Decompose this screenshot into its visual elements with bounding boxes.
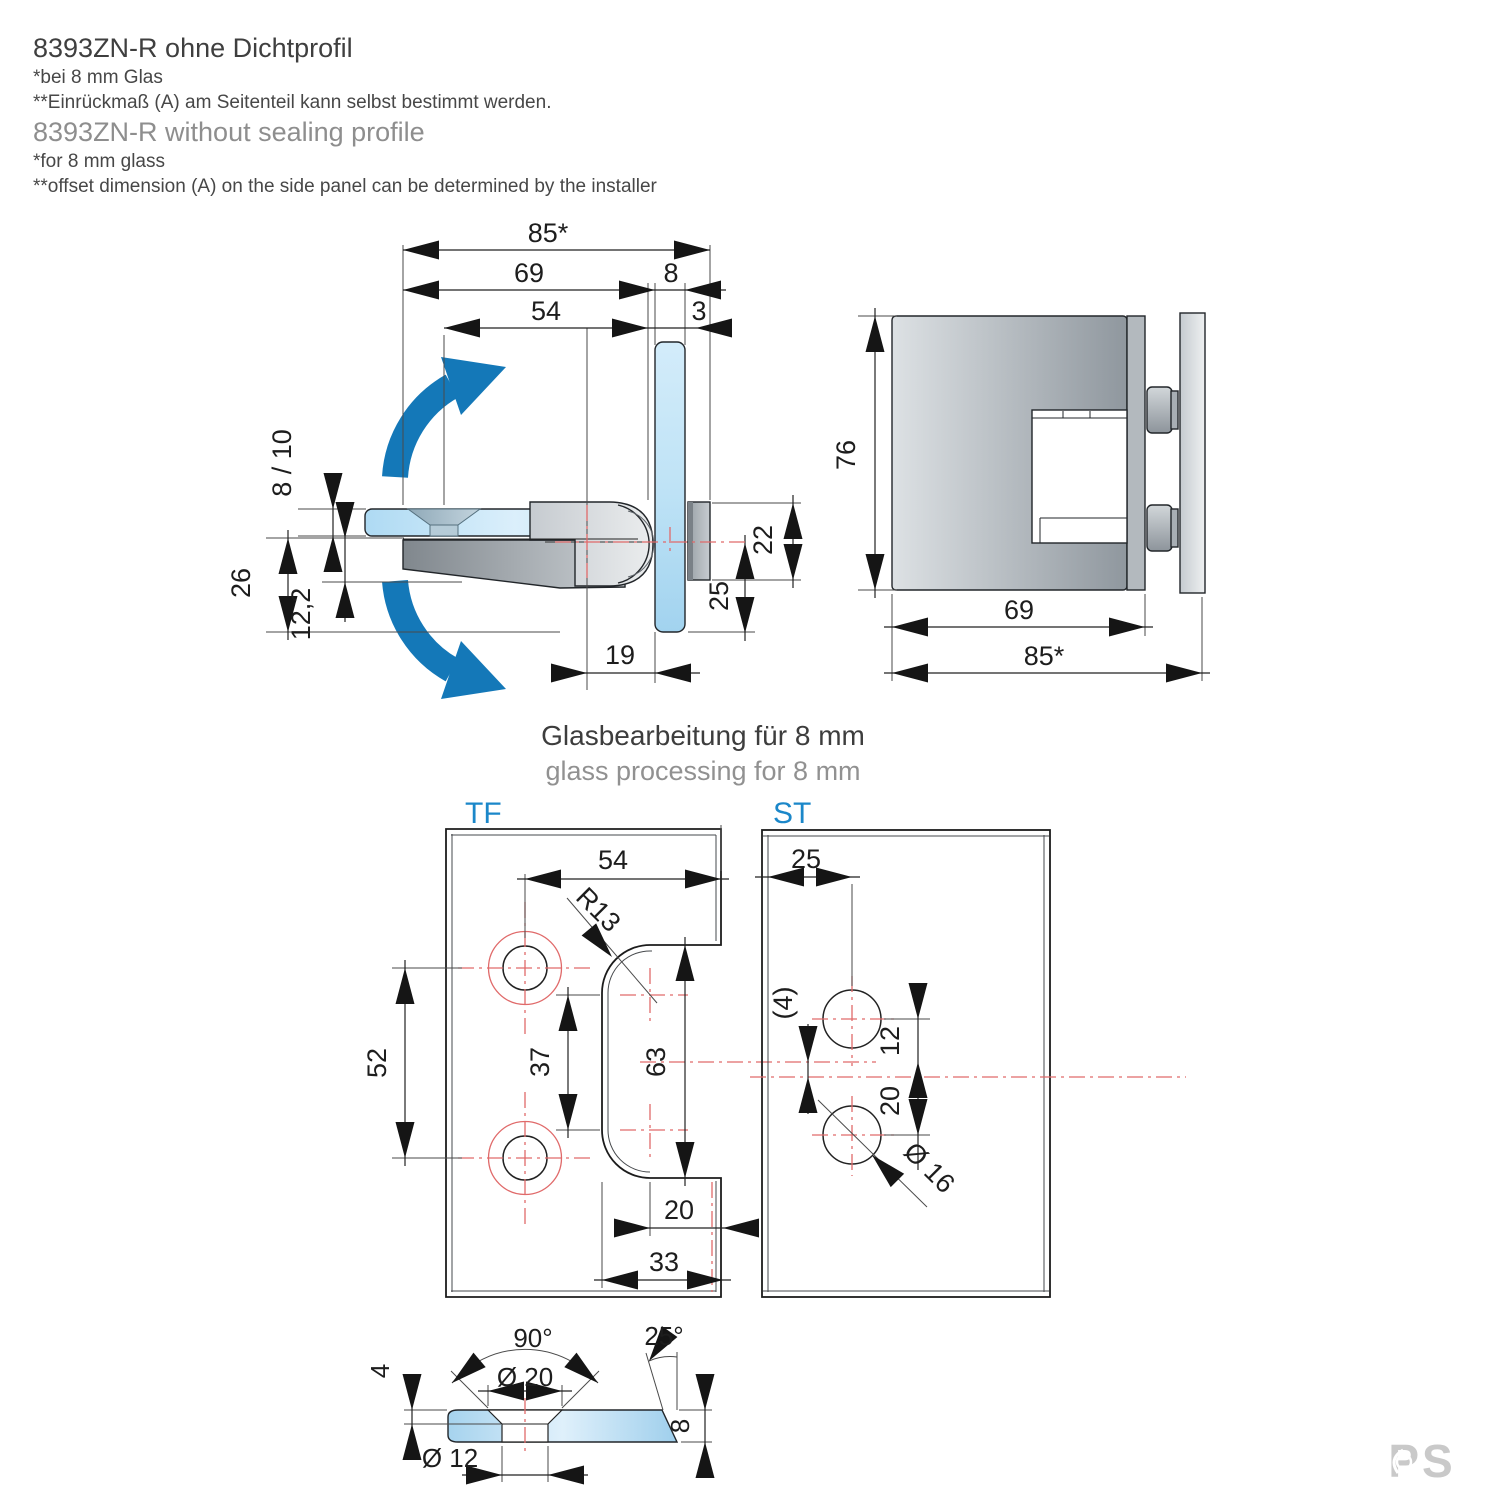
note-glass-english: *for 8 mm glass [33,151,165,172]
dim-side-pivot-offset: 19 [604,640,636,670]
ps-logo-text: PS [1388,1435,1456,1487]
dim-side-drop-total: 26 [226,567,256,599]
label-tf-panel: TF [465,797,502,830]
side-panel-glass [655,342,685,632]
dim-section-countersink-angle: 90° [513,1323,553,1353]
st-centerlines [750,976,1186,1176]
rotation-arrow-up-icon [395,357,506,477]
glass-edge-front [1180,313,1205,593]
note-offset-english: **offset dimension (A) on the side panel can be determined by the installer [33,176,657,197]
st-panel-drawing [750,830,1186,1297]
dim-side-screw-to-edge: 54 [530,296,562,326]
section-glass-strip [448,1410,677,1442]
header [33,33,658,197]
note-offset-german: **Einrückmaß (A) am Seitenteil kann selbst bestimmt werden. [33,92,552,113]
countersink-section-drawing [365,1321,715,1485]
dim-section-countersink-diameter: Ø 20 [496,1362,554,1392]
side-view-drawing [226,218,803,699]
tf-dimension-lines [405,879,757,1280]
dim-section-bevel-angle: 25° [644,1321,684,1351]
dim-front-height: 76 [831,439,861,471]
dim-tf-cutout-height: 63 [641,1046,671,1078]
tf-dim-arrows [396,870,760,1290]
title-english: 8393ZN-R without sealing profile [33,117,425,147]
dim-section-glass-thickness: 8 [665,1418,695,1434]
label-st-panel: ST [773,797,812,830]
processing-heading-english: glass processing for 8 mm [545,756,861,786]
dim-st-hole-below: 20 [875,1085,905,1117]
dim-side-drop-lower: 12,2 [286,587,316,641]
dim-tf-center-spacing: 37 [525,1046,555,1078]
dim-side-glass-thickness: 8 [663,258,679,288]
st-edge-lines [763,835,1049,1292]
processing-section [465,720,865,830]
dim-side-pivot-to-bottom: 25 [704,580,734,612]
dim-st-hole-diameter: Ø 16 [898,1136,961,1199]
dim-tf-corner-radius: R13 [570,881,627,938]
st-glass-panel [762,830,1050,1297]
note-glass-german: *bei 8 mm Glas [33,67,163,88]
hinge-slot-front [1032,410,1127,543]
front-view-drawing [831,308,1210,683]
dim-side-total-width: 85* [527,218,569,248]
title-german: 8393ZN-R ohne Dichtprofil [33,33,353,63]
dim-st-edge-to-hole: 25 [790,844,822,874]
dim-side-body-width: 69 [513,258,545,288]
dim-tf-hole-to-edge: 54 [597,845,629,875]
rotation-arrow-down-icon [395,581,506,699]
back-plate-block [688,502,710,580]
dim-st-axis-offset: (4) [768,986,798,1020]
dim-tf-cutout-depth: 33 [648,1247,680,1277]
dim-section-countersink-depth: 4 [365,1363,395,1379]
dim-front-body-width: 69 [1003,595,1035,625]
dim-tf-hole-spacing: 52 [362,1047,392,1079]
dim-tf-tab-inset: 20 [663,1195,695,1225]
tf-panel-drawing [362,825,876,1297]
dim-side-gap: 3 [691,296,707,326]
ps-logo [1388,1435,1455,1487]
dim-side-plate-height: 22 [748,524,778,556]
dim-front-total-width: 85* [1023,641,1065,671]
hinge-pins [1147,387,1178,551]
dim-section-hole-diameter: Ø 12 [421,1443,479,1473]
processing-heading-german: Glasbearbeitung für 8 mm [541,720,865,751]
dim-st-hole-above: 12 [875,1025,905,1057]
dim-side-door-glass: 8 / 10 [267,429,297,497]
